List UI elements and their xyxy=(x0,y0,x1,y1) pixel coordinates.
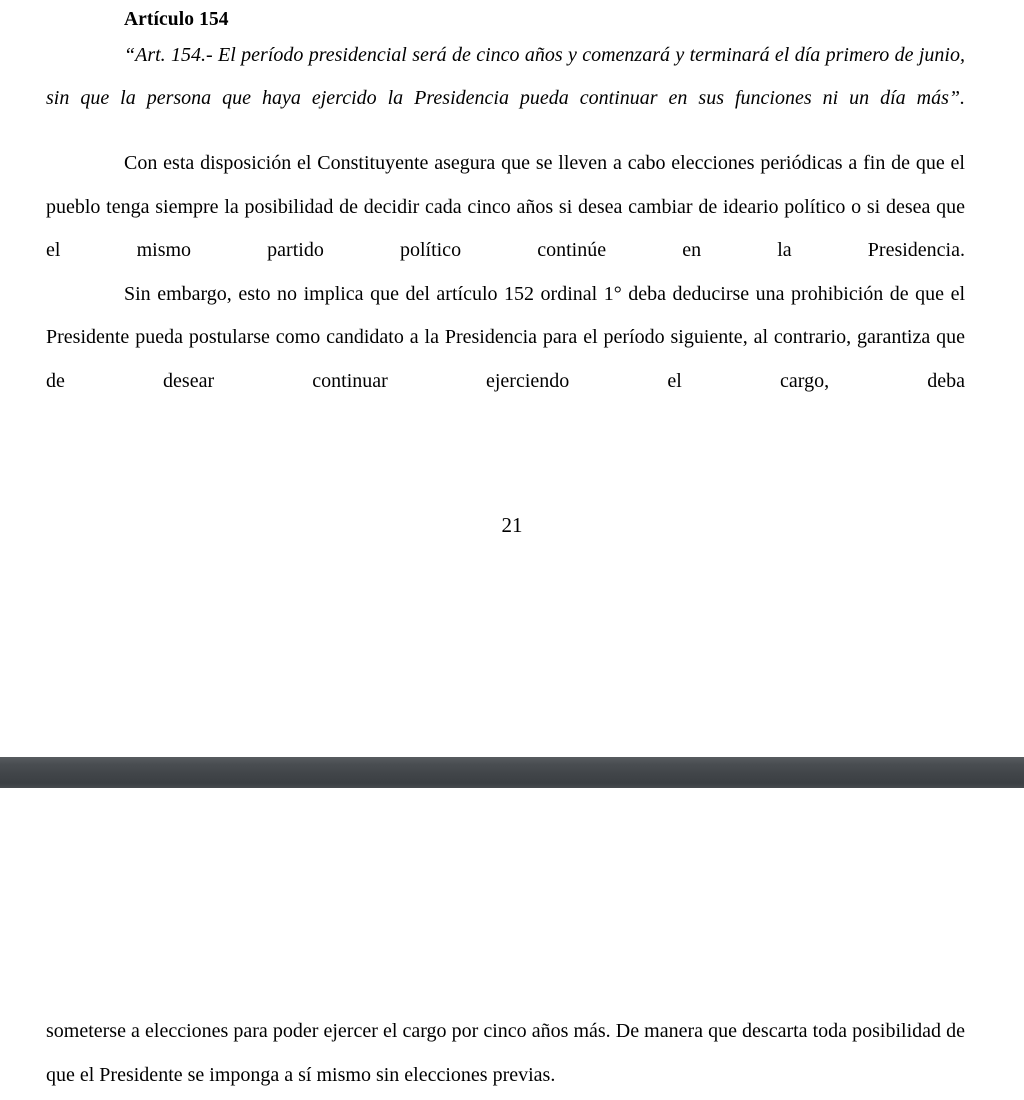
document-page-2 xyxy=(0,788,1024,1100)
page-number: 21 xyxy=(501,513,523,537)
body-paragraph-2: Sin embargo, esto no implica que del artículo 152 ordinal 1° deba deducirse una prohibición de que el Presidente pueda postularse como candidato a la Presidencia para el período siguiente, al contrario, garantiza que de desear continuar ejerciendo el cargo, deba xyxy=(46,282,965,392)
page-1-text-column xyxy=(46,6,965,403)
page-title: Artículo 154 xyxy=(124,9,229,30)
page-2-text-column xyxy=(46,1010,965,1097)
body-paragraph-3: someterse a elecciones para poder ejercer el cargo por cinco años más. De manera que descarta toda posibilidad de que el Presidente se imponga a sí mismo sin elecciones previas. xyxy=(46,1020,965,1086)
quoted-article-text: “Art. 154.- El período presidencial será de cinco años y comenzará y terminará el día primero de junio, sin que la persona que haya ejercido la Presidencia pueda continuar en sus funciones ni un día más”. xyxy=(46,44,965,109)
body-paragraph-1: Con esta disposición el Constituyente asegura que se lleven a cabo elecciones periódicas a fin de que el pueblo tenga siempre la posibilidad de decidir cada cinco años si desea cambiar de ideario político o si desea que el mismo partido político continúe en la Presidencia. xyxy=(46,152,965,261)
page-separator-bar xyxy=(0,757,1024,788)
